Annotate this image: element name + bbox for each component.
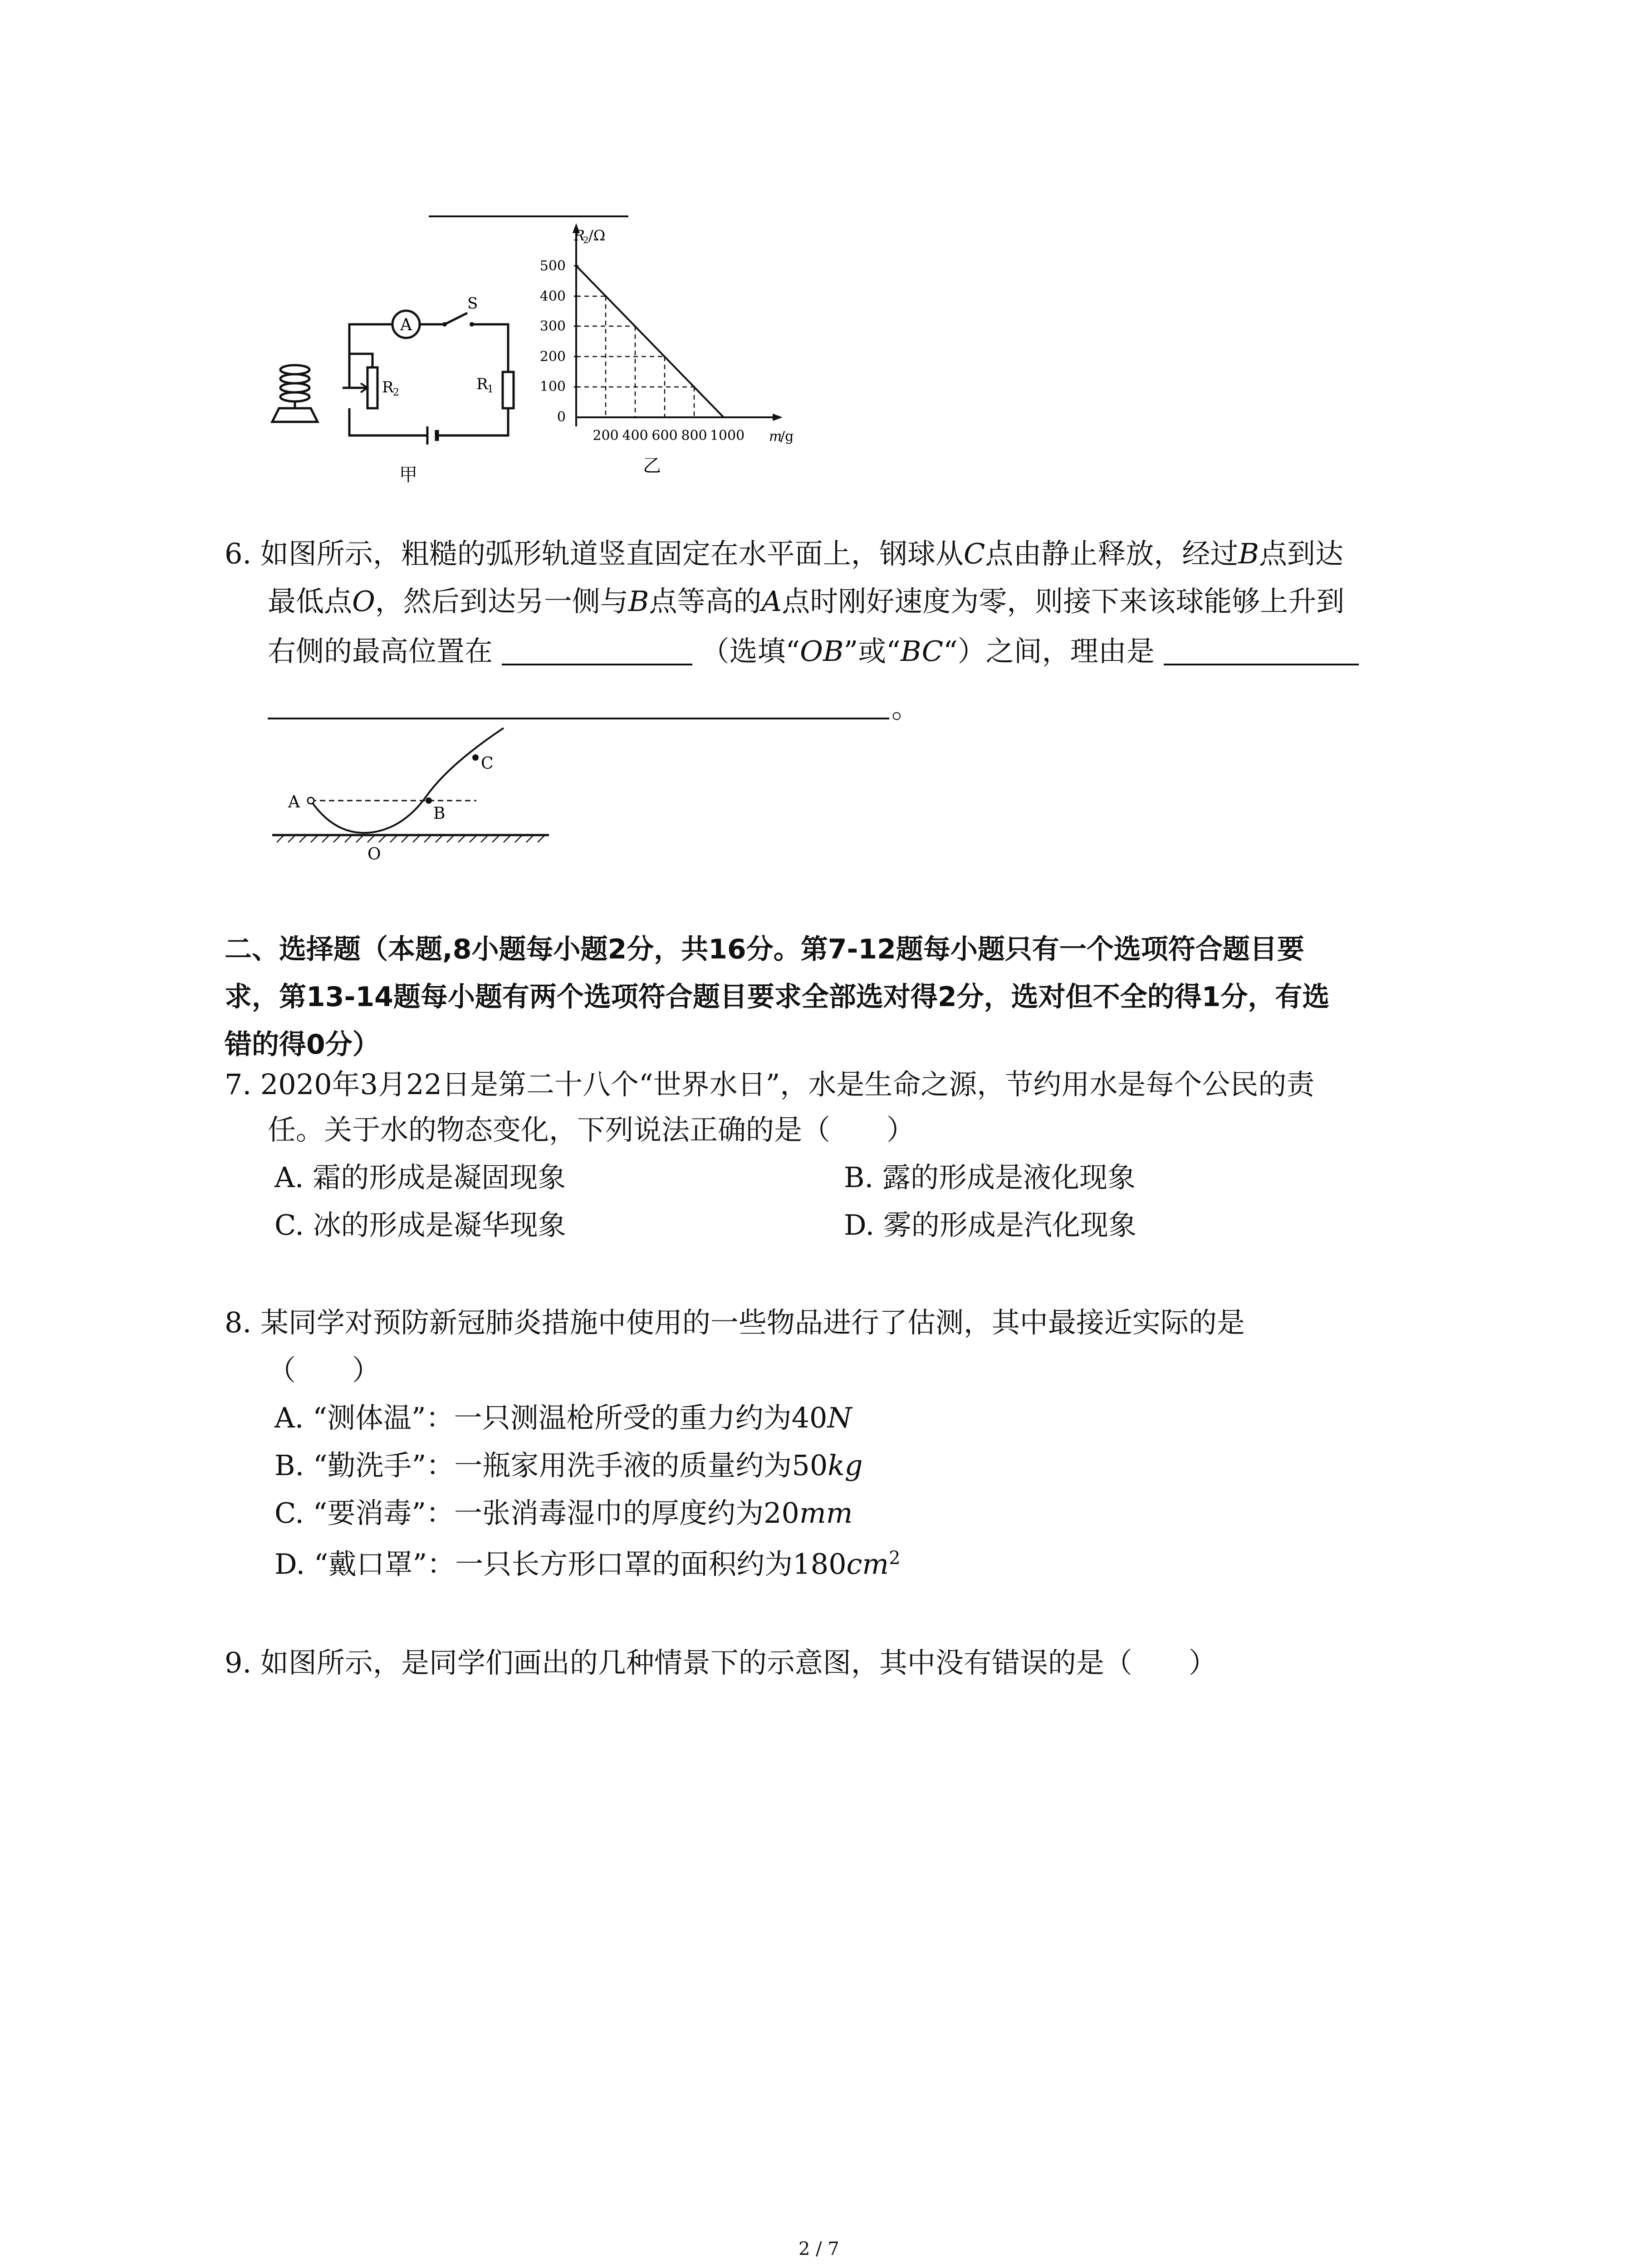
unit-cm: cm <box>846 1547 889 1581</box>
section2-line2: 求，第13-14题每小题有两个选项符合题目要求全部选对得2分，选对但不全的得1分，有选 <box>225 981 1330 1013</box>
arc-track <box>311 728 504 833</box>
xlabel-unit: /g <box>780 429 794 445</box>
point-c-label: C <box>481 754 494 773</box>
q6-text: 点时刚好速度为零，则接下来该球能够上升到 <box>782 585 1345 618</box>
q8-option-c-text: C. “要消毒”：一张消毒湿巾的厚度约为20 <box>274 1496 799 1530</box>
switch-label: S <box>467 294 478 313</box>
x-tick: 1000 <box>710 428 745 444</box>
q6-text: 点到达 <box>1259 537 1343 570</box>
q6-text: 右侧的最高位置在 <box>268 635 493 668</box>
q6-text: ”或“ <box>843 635 901 668</box>
x-tick: 400 <box>622 428 648 444</box>
y-tick: 200 <box>539 349 566 365</box>
q6-var-a: A <box>761 585 782 618</box>
q6-var-o: O <box>352 585 375 618</box>
q6-text: ，然后到达另一侧与 <box>375 585 628 618</box>
ylabel-r: R <box>574 227 585 244</box>
point-b-label: B <box>433 804 446 823</box>
resistance-mass-graph <box>538 213 810 476</box>
y-tick: 500 <box>539 258 566 274</box>
unit-n: N <box>827 1401 852 1434</box>
q7-option-d[interactable]: D. 雾的形成是汽化现象 <box>844 1208 1136 1242</box>
q6-line3 <box>268 635 1359 668</box>
r2-sub: 2 <box>393 387 399 398</box>
q8-line2: （ ） <box>268 1354 381 1387</box>
q6-text: 点等高的 <box>649 585 762 618</box>
unit-kg: kg <box>828 1449 863 1482</box>
r2-label: R <box>382 378 394 396</box>
q7-line1: 7. 2020年3月22日是第二十八个“世界水日”，水是生命之源，节约用水是每个公民的责 <box>225 1068 1315 1101</box>
point-a-label: A <box>288 793 300 811</box>
q6-line1 <box>225 537 1343 570</box>
q8-option-a[interactable] <box>274 1401 852 1434</box>
r1-resistor <box>503 372 514 408</box>
x-tick: 600 <box>652 428 678 444</box>
y-tick: 400 <box>539 288 566 304</box>
y-tick: 0 <box>557 409 566 425</box>
q6-line2 <box>268 587 1344 616</box>
q8-option-c[interactable] <box>274 1496 853 1530</box>
page-number: 2 / 7 <box>798 2239 839 2259</box>
r1-sub: 1 <box>487 384 494 395</box>
q6-answer-blank-1[interactable] <box>502 638 692 665</box>
track-figure <box>268 723 558 869</box>
q7-option-c[interactable]: C. 冰的形成是凝华现象 <box>274 1208 566 1242</box>
q6-text: “）之间，理由是 <box>943 635 1155 668</box>
q8-option-d[interactable] <box>274 1549 901 1579</box>
q6-answer-blank-3[interactable] <box>268 718 889 719</box>
q7-option-a[interactable]: A. 霜的形成是凝固现象 <box>274 1161 566 1194</box>
point-o-label: O <box>367 845 381 864</box>
q6-var-c: C <box>963 537 985 570</box>
q7-line2: 任。关于水的物态变化，下列说法正确的是（ ） <box>268 1113 915 1146</box>
q6-var-b: B <box>1238 537 1259 570</box>
y-tick: 100 <box>539 379 566 395</box>
circuit-figure <box>263 290 526 490</box>
circuit-caption: 甲 <box>399 464 417 485</box>
q6-period: 。 <box>892 691 920 724</box>
section2-line3: 错的得0分） <box>225 1029 380 1061</box>
section2-line1: 二、选择题（本题,8小题每小题2分，共16分。第7-12题每小题只有一个选项符合题目要 <box>225 934 1304 965</box>
q8-option-b-text: B. “勤洗手”：一瓶家用洗手液的质量约为50 <box>274 1449 828 1482</box>
q6-answer-blank-2[interactable] <box>1164 638 1359 665</box>
y-tick: 300 <box>539 318 566 334</box>
electromagnet-icon <box>272 365 318 422</box>
q8-option-b[interactable] <box>274 1449 863 1482</box>
q6-text: 点由静止释放，经过 <box>985 537 1239 570</box>
q6-option-bc: BC <box>900 635 944 668</box>
q6-text: 6. 如图所示，粗糙的弧形轨道竖直固定在水平面上，钢球从 <box>225 537 964 570</box>
q8-option-a-text: A. “测体温”：一只测温枪所受的重力约为40 <box>274 1401 828 1434</box>
xlabel-m: m <box>769 429 782 445</box>
battery-icon <box>427 426 437 445</box>
x-tick: 800 <box>681 428 707 444</box>
r1-label: R <box>476 375 488 393</box>
q7-option-b[interactable]: B. 露的形成是液化现象 <box>844 1161 1136 1194</box>
q9-line1: 9. 如图所示，是同学们画出的几种情景下的示意图，其中没有错误的是（ ） <box>225 1646 1217 1679</box>
q6-option-ob: OB <box>800 635 844 668</box>
q6-text: 最低点 <box>268 585 353 618</box>
graph-caption: 乙 <box>643 455 661 476</box>
q8-line1: 8. 某同学对预防新冠肺炎措施中使用的一些物品进行了估测，其中最接近实际的是 <box>225 1306 1245 1339</box>
q8-option-d-text: D. “戴口罩”：一只长方形口罩的面积约为180 <box>274 1547 847 1581</box>
ylabel-unit: /Ω <box>588 227 606 244</box>
r2-line <box>576 266 724 417</box>
x-tick: 200 <box>593 428 619 444</box>
unit-mm: mm <box>799 1496 853 1530</box>
ammeter-label: A <box>400 316 412 334</box>
ylabel-sub: 2 <box>583 235 589 245</box>
q6-var-b: B <box>628 585 649 618</box>
unit-exponent: 2 <box>889 1548 901 1569</box>
q6-text: （选填“ <box>701 635 800 668</box>
